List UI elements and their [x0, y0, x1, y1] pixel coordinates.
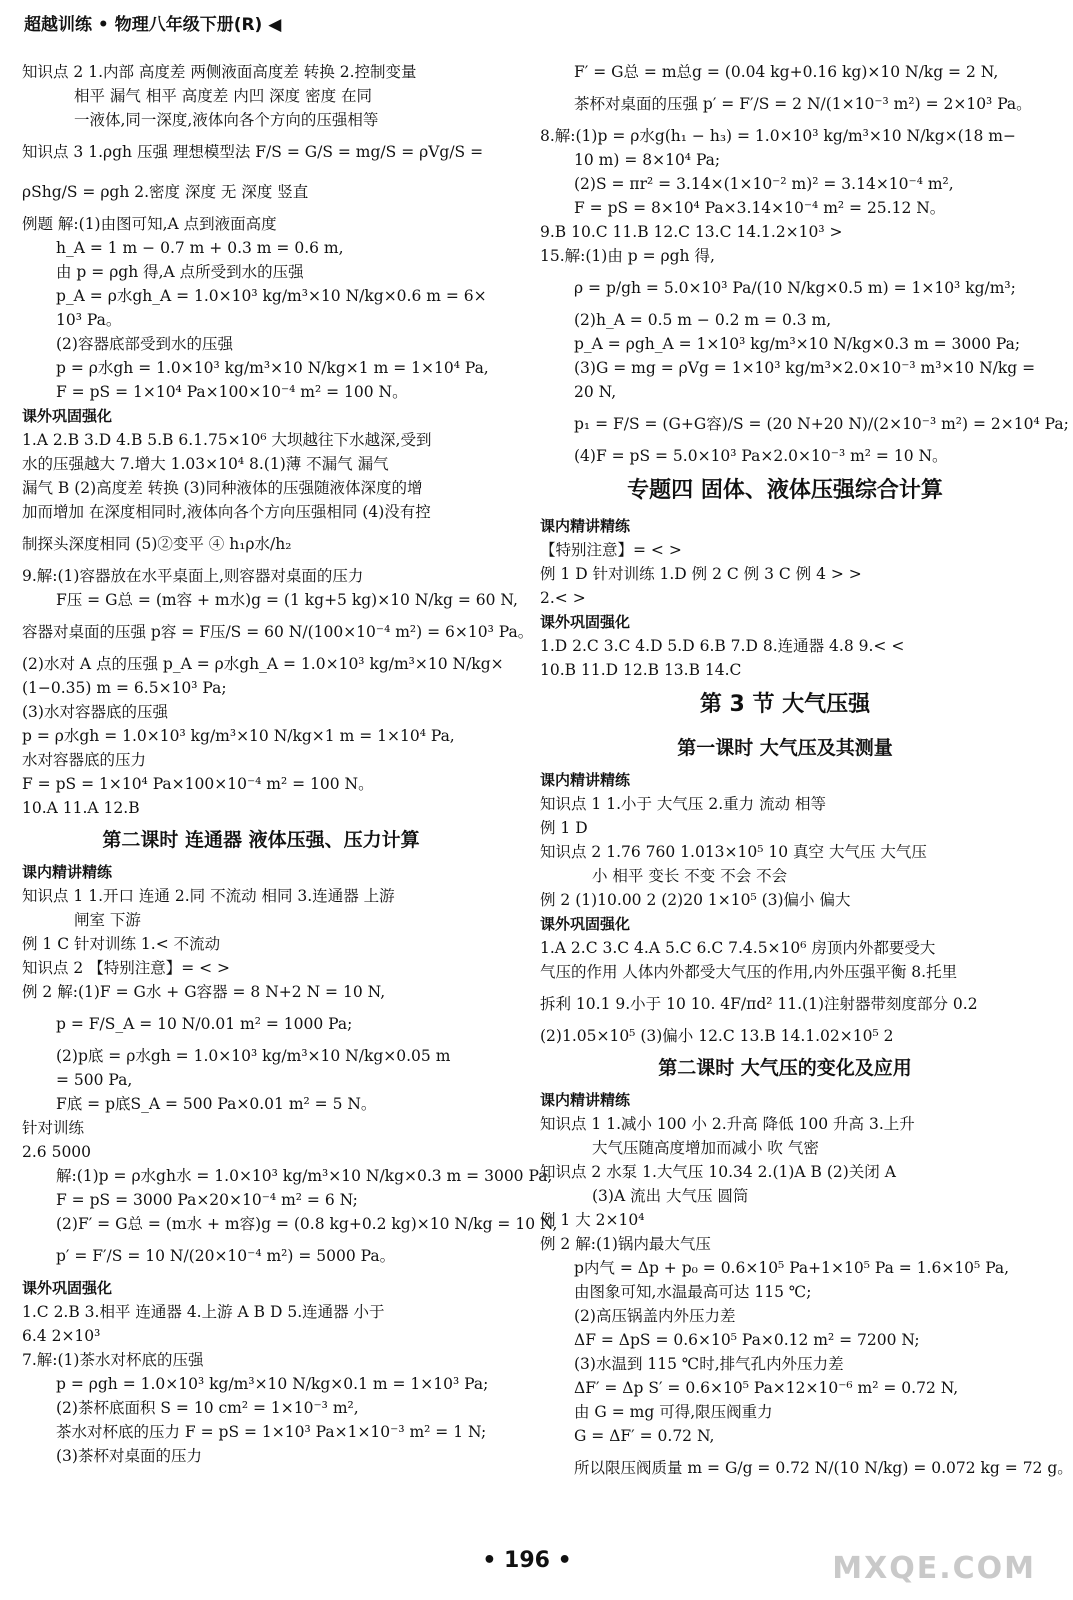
text-line: p_A = ρ水gh_A = 1.0×10³ kg/m³×10 N/kg×0.6 m = 6× [56, 287, 487, 305]
text-line: 知识点 1 1.开口 连通 2.同 不流动 相同 3.连通器 上游 [22, 887, 395, 905]
text-line: 1.A 2.B 3.D 4.B 5.B 6.1.75×10⁶ 大坝越往下水越深,受到 [22, 431, 432, 449]
text-line: 知识点 2 1.76 760 1.013×10⁵ 10 真空 大气压 大气压 [540, 843, 927, 861]
text-line: 水对容器底的压力 [22, 751, 147, 769]
text-line: 由 p = ρgh 得,A 点所受到水的压强 [56, 263, 304, 281]
text-line: F = pS = 3000 Pa×20×10⁻⁴ m² = 6 N; [56, 1191, 358, 1209]
text-line: 20 N, [574, 383, 617, 401]
text-line: 由图象可知,水温最高可达 115 ℃; [574, 1283, 812, 1301]
formula-line: ρ = p/gh = 5.0×10³ Pa/(10 N/kg×0.5 m) = 1×10³ kg/m³; [574, 279, 1016, 297]
watermark-logo: MXQE.COM [832, 1551, 1036, 1586]
text-line: F底 = p底S_A = 500 Pa×0.01 m² = 5 N。 [56, 1095, 377, 1113]
text-line: = 500 Pa, [56, 1071, 133, 1089]
text-line: 大气压随高度增加而减小 吹 气密 [592, 1139, 819, 1157]
text-line: 10.A 11.A 12.B [22, 799, 140, 817]
formula-line: 所以限压阀质量 m = G/g = 0.72 N/(10 N/kg) = 0.072 kg = 72 g。 [574, 1459, 1073, 1477]
text-line: 例 1 D [540, 819, 588, 837]
text-line: 漏气 B (2)高度差 转换 (3)同种液体的压强随液体深度的增 [22, 479, 423, 497]
text-line: 1.C 2.B 3.相平 连通器 4.上游 A B D 5.连通器 小于 [22, 1303, 385, 1321]
text-line: 知识点 1 1.减小 100 小 2.升高 降低 100 升高 3.上升 [540, 1115, 915, 1133]
text-line: 气压的作用 人体内外都受大气压的作用,内外压强平衡 8.托里 [540, 963, 958, 981]
subsection-heading: 课内精讲精练 [22, 863, 113, 881]
text-line: 茶水对杯底的压力 F = pS = 1×10³ Pa×1×10⁻³ m² = 1 N; [56, 1423, 487, 1441]
right-column [540, 60, 1073, 1488]
text-line: 闸室 下游 [74, 911, 141, 929]
formula-line: p = F/S_A = 10 N/0.01 m² = 1000 Pa; [56, 1015, 353, 1033]
text-line: 10³ Pa。 [56, 311, 122, 329]
subsection-heading: 课外巩固强化 [540, 613, 631, 631]
left-column [22, 60, 558, 1468]
text-line: 例 2 解:(1)F = G水 + G容器 = 8 N+2 N = 10 N, [22, 983, 386, 1001]
text-line: (3)水对容器底的压强 [22, 703, 168, 721]
text-line: F = pS = 1×10⁴ Pa×100×10⁻⁴ m² = 100 N。 [22, 775, 374, 793]
text-line: (2)茶杯底面积 S = 10 cm² = 1×10⁻³ m², [56, 1399, 359, 1417]
text-line: F′ = G总 = m总g = (0.04 kg+0.16 kg)×10 N/kg = 2 N, [574, 63, 999, 81]
text-line: (3)G = mg = ρVg = 1×10³ kg/m³×2.0×10⁻³ m³×10 N/kg = [574, 359, 1036, 377]
text-line: 10.B 11.D 12.B 13.B 14.C [540, 661, 742, 679]
text-line: 知识点 2 1.内部 高度差 两侧液面高度差 转换 2.控制变量 [22, 63, 417, 81]
text-line: 制探头深度相同 (5)②变平 ④ h₁ρ水/h₂ [22, 535, 292, 553]
text-line: (3)水温到 115 ℃时,排气孔内外压力差 [574, 1355, 844, 1373]
text-line: (4)F = pS = 5.0×10³ Pa×2.0×10⁻³ m² = 10 N。 [574, 447, 948, 465]
text-line: 例 1 C 针对训练 1.< 不流动 [22, 935, 221, 953]
formula-line: 知识点 3 1.ρgh 压强 理想模型法 F/S = G/S = mg/S = ρVg/S = [22, 143, 484, 161]
subsection-heading: 课内精讲精练 [540, 517, 631, 535]
text-line: (3)茶杯对桌面的压力 [56, 1447, 202, 1465]
text-line: (2)容器底部受到水的压强 [56, 335, 233, 353]
formula-line: ρShg/S = ρgh 2.密度 深度 无 深度 竖直 [22, 183, 309, 201]
text-line: G = ΔF′ = 0.72 N, [574, 1427, 715, 1445]
section-heading: 专题四 固体、液体压强综合计算 [627, 478, 943, 503]
text-line: 知识点 2 【特别注意】= < > [22, 959, 231, 977]
formula-line: 拆利 10.1 9.小于 10 10. 4F/πd² 11.(1)注射器带刻度部分 0.2 [540, 995, 978, 1013]
text-line: 15.解:(1)由 p = ρgh 得, [540, 247, 715, 265]
text-line: 针对训练 [22, 1119, 85, 1137]
text-line: 2.< > [540, 589, 586, 607]
text-line: 9.解:(1)容器放在水平桌面上,则容器对桌面的压力 [22, 567, 364, 585]
text-line: p_A = ρgh_A = 1×10³ kg/m³×10 N/kg×0.3 m = 3000 Pa; [574, 335, 1021, 353]
text-line: 知识点 1 1.小于 大气压 2.重力 流动 相等 [540, 795, 827, 813]
text-line: 水的压强越大 7.增大 1.03×10⁴ 8.(1)薄 不漏气 漏气 [22, 455, 389, 473]
text-line: p = ρ水gh = 1.0×10³ kg/m³×10 N/kg×1 m = 1×10⁴ Pa, [22, 727, 455, 745]
text-line: (2)水对 A 点的压强 p_A = ρ水gh_A = 1.0×10³ kg/m³×10 N/kg× [22, 655, 504, 673]
formula-line: p₁ = F/S = (G+G容)/S = (20 N+20 N)/(2×10⁻³ m²) = 2×10⁴ Pa; [574, 415, 1069, 433]
text-line: 【特别注意】= < > [540, 541, 682, 559]
text-line: 10 m) = 8×10⁴ Pa; [574, 151, 721, 169]
text-line: (2)1.05×10⁵ (3)偏小 12.C 13.B 14.1.02×10⁵ 2 [540, 1027, 894, 1045]
subsection-heading: 课内精讲精练 [540, 1091, 631, 1109]
text-line: 例 2 解:(1)锅内最大气压 [540, 1235, 711, 1253]
formula-line: p′ = F′/S = 10 N/(20×10⁻⁴ m²) = 5000 Pa。 [56, 1247, 396, 1265]
text-line: p = ρ水gh = 1.0×10³ kg/m³×10 N/kg×1 m = 1×10⁴ Pa, [56, 359, 489, 377]
text-line: h_A = 1 m − 0.7 m + 0.3 m = 0.6 m, [56, 239, 344, 257]
text-line: (1−0.35) m = 6.5×10³ Pa; [22, 679, 227, 697]
example-line: 例题 解:(1)由图可知,A 点到液面高度 [22, 215, 277, 233]
text-line: p = ρgh = 1.0×10³ kg/m³×10 N/kg×0.1 m = 1×10³ Pa; [56, 1375, 489, 1393]
text-line: 例 1 大 2×10⁴ [540, 1211, 645, 1229]
text-line: (2)p底 = ρ水gh = 1.0×10³ kg/m³×10 N/kg×0.05 m [56, 1047, 451, 1065]
text-line: p内气 = Δp + p₀ = 0.6×10⁵ Pa+1×10⁵ Pa = 1.6×10⁵ Pa, [574, 1259, 1010, 1277]
section-heading: 第二课时 大气压的变化及应用 [658, 1057, 912, 1079]
formula-line: 容器对桌面的压强 p容 = F压/S = 60 N/(100×10⁻⁴ m²) = 6×10³ Pa。 [22, 623, 534, 641]
text-line: (2)高压锅盖内外压力差 [574, 1307, 736, 1325]
formula-line: 茶杯对桌面的压强 p′ = F′/S = 2 N/(1×10⁻³ m²) = 2×10³ Pa。 [574, 95, 1032, 113]
text-line: 一液体,同一深度,液体向各个方向的压强相等 [74, 111, 379, 129]
text-line: F = pS = 8×10⁴ Pa×3.14×10⁻⁴ m² = 25.12 N。 [574, 199, 946, 217]
subsection-heading: 课外巩固强化 [22, 407, 113, 425]
text-line: F压 = G总 = (m容 + m水)g = (1 kg+5 kg)×10 N/kg = 60 N, [56, 591, 518, 609]
text-line: 解:(1)p = ρ水gh水 = 1.0×10³ kg/m³×10 N/kg×0.3 m = 3000 Pa, [56, 1167, 553, 1185]
text-line: (3)A 流出 大气压 圆筒 [592, 1187, 749, 1205]
section-heading: 第二课时 连通器 液体压强、压力计算 [102, 829, 420, 851]
text-line: 由 G = mg 可得,限压阀重力 [574, 1403, 773, 1421]
subsection-heading: 课外巩固强化 [22, 1279, 113, 1297]
text-line: 2.6 5000 [22, 1143, 92, 1161]
text-line: 小 相平 变长 不变 不会 不会 [592, 867, 788, 885]
text-line: 例 1 D 针对训练 1.D 例 2 C 例 3 C 例 4 > > [540, 565, 862, 583]
text-line: ΔF′ = Δp S′ = 0.6×10⁵ Pa×12×10⁻⁶ m² = 0.72 N, [574, 1379, 959, 1397]
text-line: 1.D 2.C 3.C 4.D 5.D 6.B 7.D 8.连通器 4.8 9.< < [540, 637, 905, 655]
text-line: ΔF = ΔpS = 0.6×10⁵ Pa×0.12 m² = 7200 N; [574, 1331, 920, 1349]
text-line: 知识点 2 水泵 1.大气压 10.34 2.(1)A B (2)关闭 A [540, 1163, 896, 1181]
text-line: 加而增加 在深度相同时,液体向各个方向压强相同 (4)没有控 [22, 503, 431, 521]
text-line: F = pS = 1×10⁴ Pa×100×10⁻⁴ m² = 100 N。 [56, 383, 408, 401]
subsection-heading: 课内精讲精练 [540, 771, 631, 789]
text-line: 8.解:(1)p = ρ水g(h₁ − h₃) = 1.0×10³ kg/m³×10 N/kg×(18 m− [540, 127, 1016, 145]
subsection-heading: 课外巩固强化 [540, 915, 631, 933]
text-line: (2)F′ = G总 = (m水 + m容)g = (0.8 kg+0.2 kg)×10 N/kg = 10 N, [56, 1215, 558, 1233]
section-heading: 第一课时 大气压及其测量 [677, 737, 893, 759]
book-header: 超越训练 • 物理八年级下册(R) ◀ [24, 15, 282, 35]
text-line: (2)h_A = 0.5 m − 0.2 m = 0.3 m, [574, 311, 832, 329]
page-number: • 196 • [482, 1548, 572, 1573]
section-heading: 第 3 节 大气压强 [699, 692, 871, 717]
text-line: 例 2 (1)10.00 2 (2)20 1×10⁵ (3)偏小 偏大 [540, 891, 851, 909]
text-line: 9.B 10.C 11.B 12.C 13.C 14.1.2×10³ > [540, 223, 843, 241]
text-line: 7.解:(1)茶水对杯底的压强 [22, 1351, 204, 1369]
text-line: 相平 漏气 相平 高度差 内凹 深度 密度 在同 [74, 87, 372, 105]
text-line: (2)S = πr² = 3.14×(1×10⁻² m)² = 3.14×10⁻⁴ m², [574, 175, 954, 193]
text-line: 6.4 2×10³ [22, 1327, 101, 1345]
text-line: 1.A 2.C 3.C 4.A 5.C 6.C 7.4.5×10⁶ 房顶内外都要受大 [540, 939, 936, 957]
